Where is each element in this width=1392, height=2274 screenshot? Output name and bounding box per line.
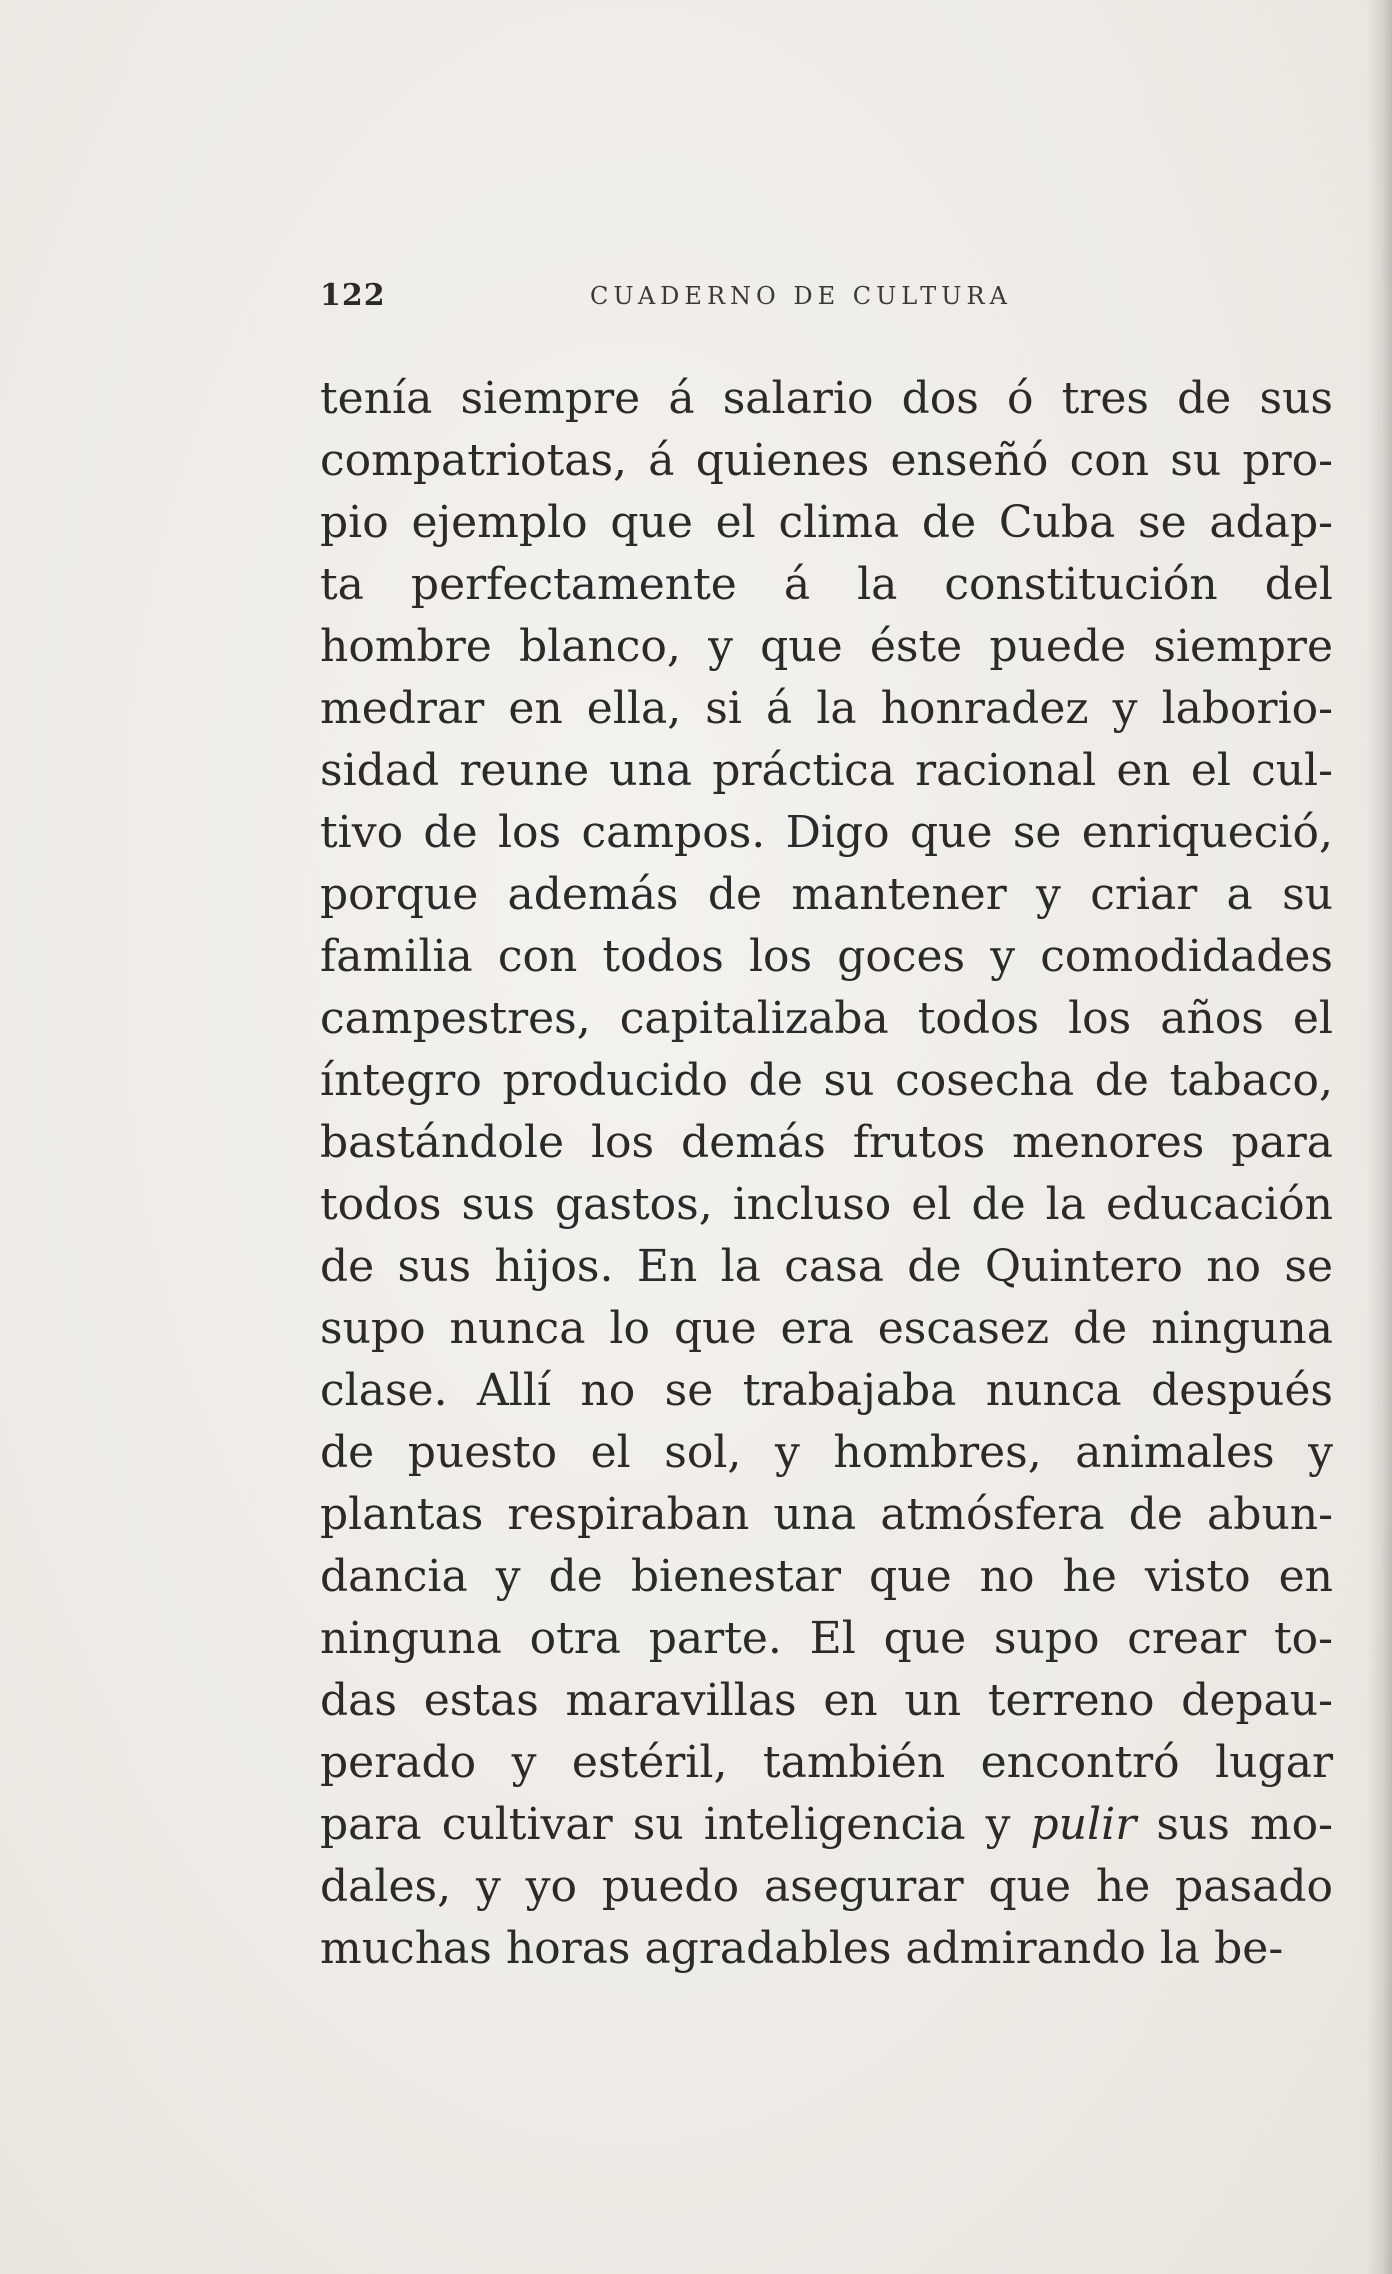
text-line: de sus hijos. En la casa de Quintero no se (320, 1241, 1333, 1292)
text-segment: para cultivar su inteligencia y (320, 1799, 1031, 1850)
text-line: campestres, capitalizaba todos los años el (320, 993, 1333, 1044)
text-line: dales, y yo puedo asegurar que he pasado (320, 1861, 1333, 1912)
page-number: 122 (320, 278, 386, 313)
text-line: tivo de los campos. Digo que se enriqueció, (320, 807, 1333, 858)
text-line: medrar en ella, si á la honradez y laborio- (320, 683, 1333, 734)
text-line: bastándole los demás frutos menores para (320, 1117, 1333, 1168)
text-line: todos sus gastos, incluso el de la educación (320, 1179, 1333, 1230)
text-line: de puesto el sol, y hombres, animales y (320, 1427, 1333, 1478)
text-line: compatriotas, á quienes enseñó con su pro- (320, 435, 1333, 486)
italic-word: pulir (1030, 1799, 1137, 1850)
text-line: porque además de mantener y criar a su (320, 869, 1333, 920)
page-edge-shadow (1366, 0, 1392, 2274)
text-line: das estas maravillas en un terreno depau- (320, 1675, 1333, 1726)
text-line: familia con todos los goces y comodidades (320, 931, 1333, 982)
text-line: dancia y de bienestar que no he visto en (320, 1551, 1333, 1602)
running-head: CUADERNO DE CULTURA (590, 282, 1012, 310)
text-line: perado y estéril, también encontró lugar (320, 1737, 1333, 1788)
text-line: ninguna otra parte. El que supo crear to- (320, 1613, 1333, 1664)
text-line: clase. Allí no se trabajaba nunca después (320, 1365, 1333, 1416)
text-line: pio ejemplo que el clima de Cuba se adap- (320, 497, 1333, 548)
text-line-with-italic (320, 1794, 1333, 1856)
text-line: íntegro producido de su cosecha de tabaco, (320, 1055, 1333, 1106)
text-line: ta perfectamente á la constitución del (320, 559, 1333, 610)
body-text (320, 368, 1333, 1980)
page-header (320, 278, 1333, 328)
text-line: sidad reune una práctica racional en el cul- (320, 745, 1333, 796)
text-line: tenía siempre á salario dos ó tres de sus (320, 373, 1333, 424)
text-segment: sus mo- (1136, 1799, 1333, 1850)
text-line: supo nunca lo que era escasez de ninguna (320, 1303, 1333, 1354)
text-line: plantas respiraban una atmósfera de abun- (320, 1489, 1333, 1540)
text-line: hombre blanco, y que éste puede siempre (320, 621, 1333, 672)
text-line: muchas horas agradables admirando la be- (320, 1923, 1284, 1974)
